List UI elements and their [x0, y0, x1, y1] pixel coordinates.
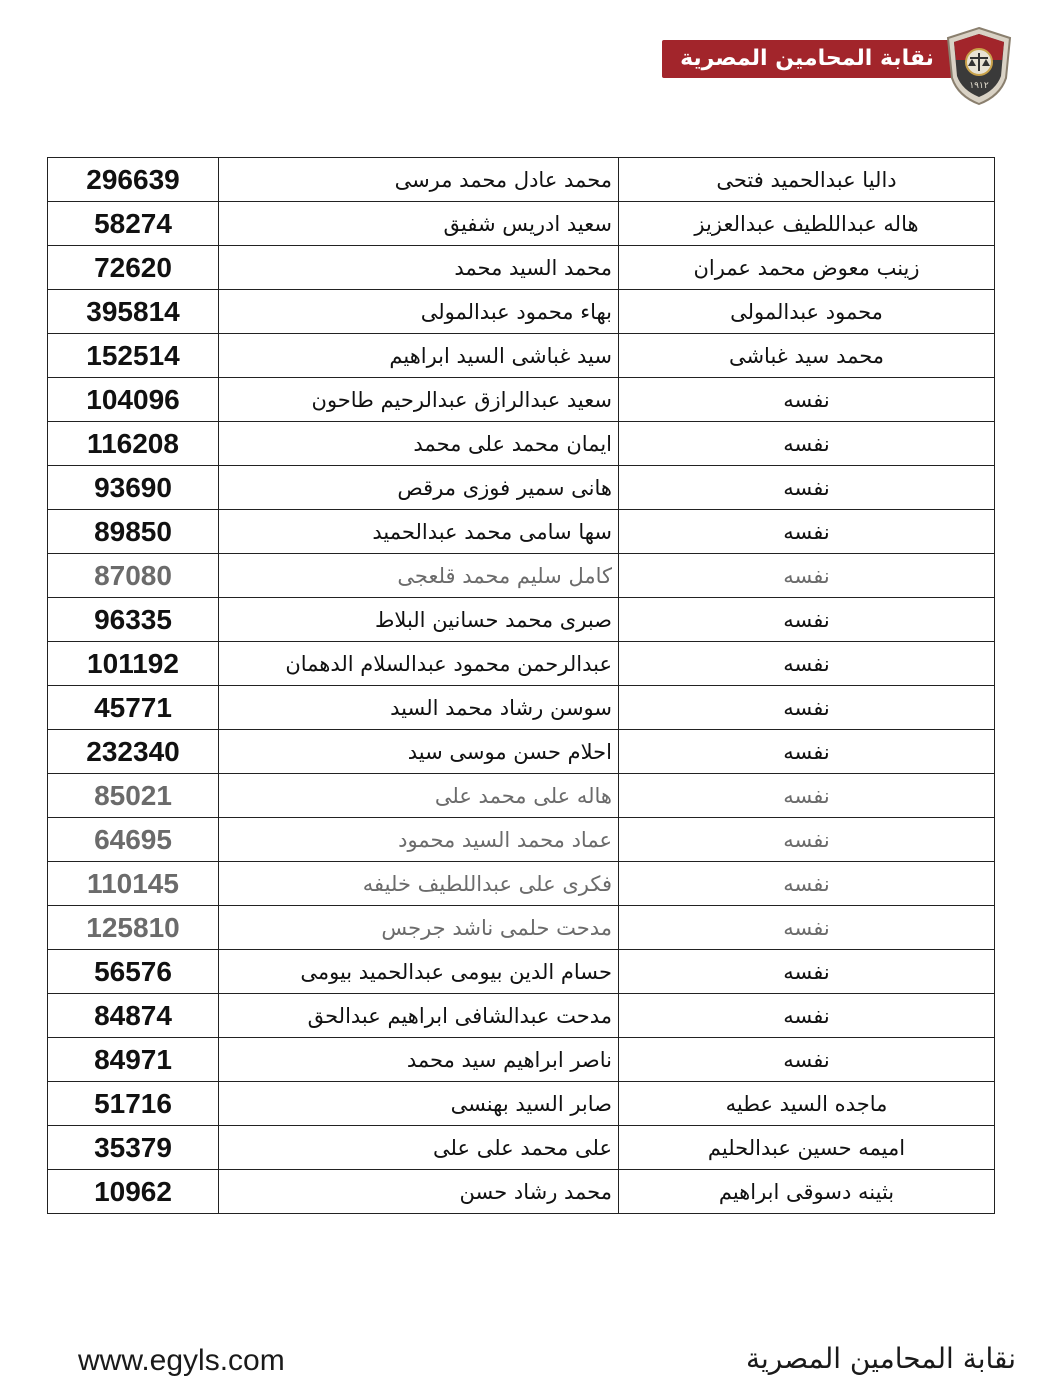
membership-number: 296639 — [48, 158, 219, 202]
membership-number: 96335 — [48, 598, 219, 642]
table-row — [48, 862, 995, 906]
representative-name: نفسه — [619, 554, 995, 598]
representative-name: نفسه — [619, 994, 995, 1038]
table-row — [48, 686, 995, 730]
membership-number: 101192 — [48, 642, 219, 686]
lawyer-name: مدحت حلمى ناشد جرجس — [219, 906, 619, 950]
table-row — [48, 730, 995, 774]
representative-name: نفسه — [619, 1038, 995, 1082]
representative-name: نفسه — [619, 686, 995, 730]
membership-number: 104096 — [48, 378, 219, 422]
representative-name: اميمه حسين عبدالحليم — [619, 1126, 995, 1170]
lawyer-name: صبرى محمد حسانين البلاط — [219, 598, 619, 642]
membership-number: 56576 — [48, 950, 219, 994]
table-row — [48, 290, 995, 334]
lawyer-name: سها سامى محمد عبدالحميد — [219, 510, 619, 554]
table-row — [48, 774, 995, 818]
representative-name: نفسه — [619, 774, 995, 818]
lawyer-name: ناصر ابراهيم سيد محمد — [219, 1038, 619, 1082]
representative-name: نفسه — [619, 378, 995, 422]
membership-number: 85021 — [48, 774, 219, 818]
representative-name: نفسه — [619, 818, 995, 862]
membership-number: 89850 — [48, 510, 219, 554]
membership-number: 84971 — [48, 1038, 219, 1082]
representative-name: نفسه — [619, 730, 995, 774]
header-title: نقابة المحامين المصرية — [680, 46, 934, 71]
footer-organization: نقابة المحامين المصرية — [746, 1342, 1016, 1375]
table-row — [48, 1170, 995, 1214]
lawyers-table-body — [48, 158, 995, 1214]
membership-number: 51716 — [48, 1082, 219, 1126]
representative-name: محمد سيد غباشى — [619, 334, 995, 378]
lawyer-name: هانى سمير فوزى مرقص — [219, 466, 619, 510]
table-row — [48, 818, 995, 862]
representative-name: ماجده السيد عطيه — [619, 1082, 995, 1126]
table-row — [48, 994, 995, 1038]
representative-name: نفسه — [619, 466, 995, 510]
membership-number: 93690 — [48, 466, 219, 510]
table-row — [48, 598, 995, 642]
table-row — [48, 554, 995, 598]
table-row — [48, 334, 995, 378]
lawyer-name: مدحت عبدالشافى ابراهيم عبدالحق — [219, 994, 619, 1038]
lawyer-name: محمد السيد محمد — [219, 246, 619, 290]
membership-number: 45771 — [48, 686, 219, 730]
bar-association-emblem-icon — [944, 26, 1014, 106]
lawyer-name: سيد غباشى السيد ابراهيم — [219, 334, 619, 378]
representative-name: نفسه — [619, 422, 995, 466]
membership-number: 84874 — [48, 994, 219, 1038]
representative-name: نفسه — [619, 950, 995, 994]
representative-name: نفسه — [619, 862, 995, 906]
lawyer-name: سعيد ادريس شفيق — [219, 202, 619, 246]
lawyer-name: محمد عادل محمد مرسى — [219, 158, 619, 202]
lawyer-name: ايمان محمد على محمد — [219, 422, 619, 466]
table-row — [48, 246, 995, 290]
representative-name: بثينه دسوقى ابراهيم — [619, 1170, 995, 1214]
membership-number: 116208 — [48, 422, 219, 466]
lawyer-name: سوسن رشاد محمد السيد — [219, 686, 619, 730]
table-row — [48, 466, 995, 510]
membership-number: 35379 — [48, 1126, 219, 1170]
table-row — [48, 1082, 995, 1126]
table-row — [48, 906, 995, 950]
lawyer-name: محمد رشاد حسن — [219, 1170, 619, 1214]
emblem-year: ١٩١٢ — [969, 81, 989, 91]
representative-name: نفسه — [619, 598, 995, 642]
lawyer-name: احلام حسن موسى سيد — [219, 730, 619, 774]
representative-name: محمود عبدالمولى — [619, 290, 995, 334]
membership-number: 10962 — [48, 1170, 219, 1214]
lawyer-name: حسام الدين بيومى عبدالحميد بيومى — [219, 950, 619, 994]
table-row — [48, 202, 995, 246]
membership-number: 110145 — [48, 862, 219, 906]
lawyer-name: عبدالرحمن محمود عبدالسلام الدهمان — [219, 642, 619, 686]
membership-number: 125810 — [48, 906, 219, 950]
header-title-banner — [662, 40, 952, 78]
lawyer-name: هاله على محمد على — [219, 774, 619, 818]
table-row — [48, 1038, 995, 1082]
membership-number: 232340 — [48, 730, 219, 774]
membership-number: 64695 — [48, 818, 219, 862]
lawyer-name: صابر السيد بهنسى — [219, 1082, 619, 1126]
footer-website: www.egyls.com — [78, 1344, 285, 1377]
representative-name: داليا عبدالحميد فتحى — [619, 158, 995, 202]
membership-number: 87080 — [48, 554, 219, 598]
representative-name: نفسه — [619, 642, 995, 686]
lawyer-name: عماد محمد السيد محمود — [219, 818, 619, 862]
membership-number: 58274 — [48, 202, 219, 246]
lawyer-name: على محمد على على — [219, 1126, 619, 1170]
lawyer-name: سعيد عبدالرازق عبدالرحيم طاحون — [219, 378, 619, 422]
table-row — [48, 642, 995, 686]
lawyers-table — [47, 157, 995, 1214]
lawyer-name: كامل سليم محمد قلعجى — [219, 554, 619, 598]
membership-number: 72620 — [48, 246, 219, 290]
table-row — [48, 510, 995, 554]
table-row — [48, 950, 995, 994]
lawyer-name: فكرى على عبداللطيف خليفه — [219, 862, 619, 906]
lawyer-name: بهاء محمود عبدالمولى — [219, 290, 619, 334]
membership-number: 395814 — [48, 290, 219, 334]
representative-name: نفسه — [619, 510, 995, 554]
membership-number: 152514 — [48, 334, 219, 378]
table-row — [48, 378, 995, 422]
table-row — [48, 158, 995, 202]
table-row — [48, 422, 995, 466]
representative-name: نفسه — [619, 906, 995, 950]
table-row — [48, 1126, 995, 1170]
representative-name: هاله عبداللطيف عبدالعزيز — [619, 202, 995, 246]
representative-name: زينب معوض محمد عمران — [619, 246, 995, 290]
